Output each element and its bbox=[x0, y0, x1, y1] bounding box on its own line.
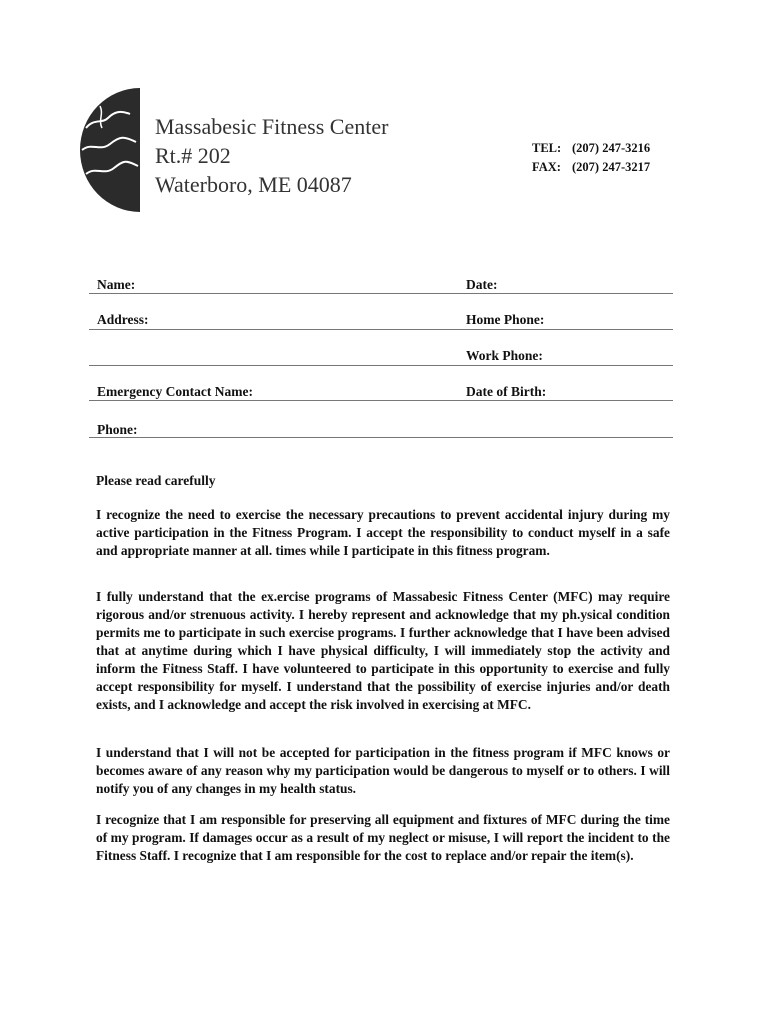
date-of-birth-field-label: Date of Birth: bbox=[466, 384, 547, 399]
organization-address bbox=[155, 112, 388, 199]
tel-value: (207) 247-3216 bbox=[572, 141, 651, 155]
waiver-paragraph-3: I understand that I will not be accepted for participation in the fitness program if MFC knows or becomes aware of any reason why my participation would be dangerous to myself or to others. I will notify you of any changes in my health status. bbox=[96, 745, 670, 796]
address-homephone-line[interactable] bbox=[89, 329, 673, 330]
home-phone-field-label: Home Phone: bbox=[466, 312, 545, 327]
waiver-paragraph-1: I recognize the need to exercise the necessary precautions to prevent accidental injury during my active participation in the Fitness Program. I accept the responsibility to conduct myself in a safe and appropriate manner at all. times while I participate in this fitness program. bbox=[96, 507, 670, 558]
fitness-center-logo-icon bbox=[80, 88, 140, 212]
emergency-dob-line[interactable] bbox=[89, 400, 673, 401]
please-read-heading: Please read carefully bbox=[96, 473, 216, 488]
org-name: Massabesic Fitness Center bbox=[155, 114, 389, 139]
contact-info bbox=[532, 139, 650, 177]
phone-line[interactable] bbox=[89, 437, 673, 438]
tel-label: TEL: bbox=[532, 141, 562, 155]
phone-field-label: Phone: bbox=[97, 422, 138, 437]
fax-value: (207) 247-3217 bbox=[572, 160, 651, 174]
name-date-line[interactable] bbox=[89, 293, 673, 294]
waiver-paragraph-4: I recognize that I am responsible for preserving all equipment and fixtures of MFC during the time of my program. If damages occur as a result of my neglect or misuse, I will report the incident to the Fitness Staff. I recognize that I am responsible for the cost to replace and/or repair the item(s). bbox=[96, 812, 670, 863]
address-workphone-line[interactable] bbox=[89, 365, 673, 366]
address-field-label: Address: bbox=[97, 312, 149, 327]
date-field-label: Date: bbox=[466, 277, 498, 292]
waiver-paragraph-2: I fully understand that the ex.ercise programs of Massabesic Fitness Center (MFC) may require rigorous and/or strenuous activity. I hereby represent and acknowledge that my ph.ysical condition permits me to participate in such exercise programs. I further acknowledge that I have been advised that at anytime during which I have physical difficulty, I will immediately stop the activity and inform the Fitness Staff. I have volunteered to participate in this opportunity to exercise and fully accept responsibility for myself. I understand that the possibility of exercise injuries and/or death exists, and I acknowledge and accept the risk involved in exercising at MFC. bbox=[96, 589, 670, 712]
org-route: Rt.# 202 bbox=[155, 143, 231, 168]
name-field-label: Name: bbox=[97, 277, 136, 292]
work-phone-field-label: Work Phone: bbox=[466, 348, 543, 363]
emergency-contact-field-label: Emergency Contact Name: bbox=[97, 384, 253, 399]
org-city: Waterboro, ME 04087 bbox=[155, 172, 352, 197]
fax-label: FAX: bbox=[532, 160, 561, 174]
